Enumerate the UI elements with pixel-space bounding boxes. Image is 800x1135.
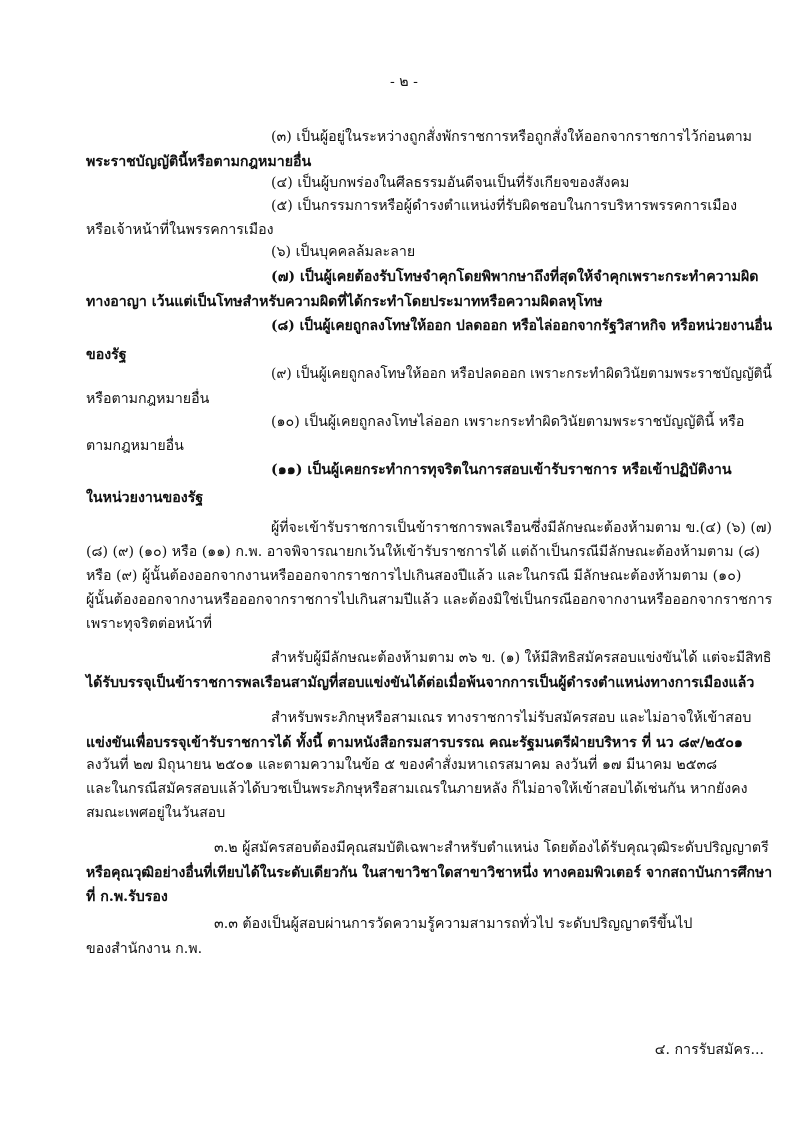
section-3-2-line1: ๓.๒ ผู้สมัครสอบต้องมีคุณสมบัติเฉพาะสำหรับตำแหน่ง โดยต้องได้รับคุณวุฒิระดับปริญญาตรี <box>214 840 769 856</box>
political-para-line1: สำหรับผู้มีลักษณะต้องห้ามตาม ๓๖ ข. (๑) ให้มีสิทธิสมัครสอบแข่งขันได้ แต่จะมีสิทธิ <box>271 650 772 666</box>
section-3-3-line2: ของสำนักงาน ก.พ. <box>86 941 203 957</box>
list-item-10-line2: ตามกฎหมายอื่น <box>86 438 184 454</box>
list-item-9-line2: หรือตามกฎหมายอื่น <box>86 391 210 407</box>
list-item-6: (๖) เป็นบุคคลล้มละลาย <box>271 244 416 260</box>
exemption-para-line3: หรือ (๙) ผู้นั้นต้องออกจากงานหรือออกจากราชการไปเกินสองปีแล้ว และในกรณี มีลักษณะต้องห้ามตาม (๑๐) <box>86 568 742 584</box>
exemption-para-line1: ผู้ที่จะเข้ารับราชการเป็นข้าราชการพลเรือนซึ่งมีลักษณะต้องห้ามตาม ข.(๔) (๖) (๗) <box>271 520 773 536</box>
exemption-para-line2: (๘) (๙) (๑๐) หรือ (๑๑) ก.พ. อาจพิจารณายกเว้นให้เข้ารับราชการได้ แต่ถ้าเป็นกรณีมีลักษณะต้องห้ามตาม (๘) <box>86 544 761 560</box>
monks-para-line2: แข่งขันเพื่อบรรจุเข้ารับราชการได้ ทั้งนี้ ตามหนังสือกรมสารบรรณ คณะรัฐมนตรีฝ่ายบริหาร ที่ นว ๘๙/๒๕๐๑ <box>86 735 743 751</box>
monks-para-line5: สมณะเพศอยู่ในวันสอบ <box>86 805 226 821</box>
list-item-5-line1: (๕) เป็นกรรมการหรือผู้ดำรงตำแหน่งที่รับผิดชอบในการบริหารพรรคการเมือง <box>271 198 738 214</box>
list-item-5-line2: หรือเจ้าหน้าที่ในพรรคการเมือง <box>86 222 274 238</box>
list-item-3-line1: (๓) เป็นผู้อยู่ในระหว่างถูกสั่งพักราชการหรือถูกสั่งให้ออกจากราชการไว้ก่อนตาม <box>271 129 753 145</box>
next-section-continuation: ๔. การรับสมัคร... <box>654 1042 764 1058</box>
list-item-4: (๔) เป็นผู้บกพร่องในศีลธรรมอันดีจนเป็นที่รังเกียจของสังคม <box>271 175 630 191</box>
monks-para-line4: และในกรณีสมัครสอบแล้วได้บวชเป็นพระภิกษุหรือสามเณรในภายหลัง ก็ไม่อาจให้เข้าสอบได้เช่นกัน หากยังคง <box>86 781 748 797</box>
exemption-para-line4: ผู้นั้นต้องออกจากงานหรือออกจากราชการไปเกินสามปีแล้ว และต้องมิใช่เป็นกรณีออกจากงานหรือออกจากราชการ <box>86 592 773 608</box>
page-number: - ๒ - <box>390 74 418 90</box>
monks-para-line3: ลงวันที่ ๒๗ มิถุนายน ๒๕๐๑ และตามความในข้อ ๕ ของคำสั่งมหาเถรสมาคม ลงวันที่ ๑๗ มีนาคม ๒๕๓๘ <box>86 757 718 773</box>
list-item-9-line1: (๙) เป็นผู้เคยถูกลงโทษให้ออก หรือปลดออก เพราะกระทำผิดวินัยตามพระราชบัญญัตินี้ <box>271 366 772 382</box>
section-3-2-line3: ที่ ก.พ.รับรอง <box>86 889 168 905</box>
list-item-3-line2: พระราชบัญญัตินี้หรือตามกฎหมายอื่น <box>86 154 312 170</box>
list-item-7-line2: ทางอาญา เว้นแต่เป็นโทษสำหรับความผิดที่ได้กระทำโดยประมาทหรือความผิดลหุโทษ <box>86 294 603 310</box>
list-item-11-line1: (๑๑) เป็นผู้เคยกระทำการทุจริตในการสอบเข้ารับราชการ หรือเข้าปฏิบัติงาน <box>271 462 732 478</box>
list-item-8-line1: (๘) เป็นผู้เคยถูกลงโทษให้ออก ปลดออก หรือไล่ออกจากรัฐวิสาหกิจ หรือหน่วยงานอื่น <box>271 318 773 334</box>
exemption-para-line5: เพราะทุจริตต่อหน้าที่ <box>86 616 213 632</box>
political-para-line2: ได้รับบรรจุเป็นข้าราชการพลเรือนสามัญที่สอบแข่งขันได้ต่อเมื่อพ้นจากการเป็นผู้ดำรงตำแหน่งทางการเมืองแล้ว <box>86 675 755 691</box>
section-3-3-line1: ๓.๓ ต้องเป็นผู้สอบผ่านการวัดความรู้ความสามารถทั่วไป ระดับปริญญาตรีขึ้นไป <box>214 916 693 932</box>
list-item-7-line1: (๗) เป็นผู้เคยต้องรับโทษจำคุกโดยพิพากษาถึงที่สุดให้จำคุกเพราะกระทำความผิด <box>271 269 759 285</box>
section-3-2-line2: หรือคุณวุฒิอย่างอื่นที่เทียบได้ในระดับเดียวกัน ในสาขาวิชาใดสาขาวิชาหนึ่ง ทางคอมพิวเตอร์ จากสถาบันการศึกษา <box>86 865 773 881</box>
list-item-11-line2: ในหน่วยงานของรัฐ <box>86 490 204 506</box>
list-item-10-line1: (๑๐) เป็นผู้เคยถูกลงโทษไล่ออก เพราะกระทำผิดวินัยตามพระราชบัญญัตินี้ หรือ <box>271 414 745 430</box>
list-item-8-line2: ของรัฐ <box>86 347 127 363</box>
monks-para-line1: สำหรับพระภิกษุหรือสามเณร ทางราชการไม่รับสมัครสอบ และไม่อาจให้เข้าสอบ <box>271 710 752 726</box>
